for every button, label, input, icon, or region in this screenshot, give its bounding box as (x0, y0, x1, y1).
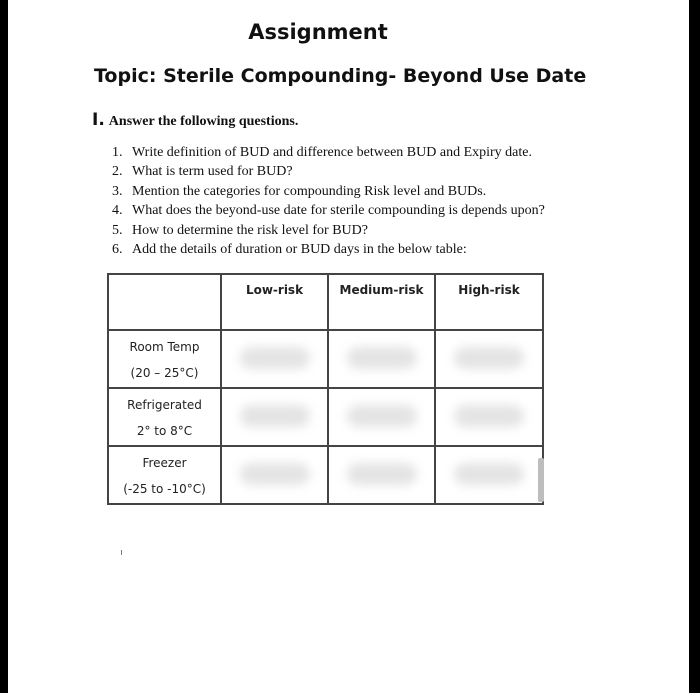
cell-blurred (435, 330, 543, 388)
question-text: Mention the categories for compounding Risk level and BUDs. (132, 183, 487, 199)
row-label-line1: Room Temp (129, 340, 200, 354)
row-label-refrigerated (108, 388, 221, 446)
table-row (108, 388, 543, 446)
cell-blurred (221, 330, 328, 388)
section-heading (92, 110, 298, 130)
row-label-line1: Freezer (142, 456, 187, 470)
row-label-freezer (108, 446, 221, 504)
topic-heading: Topic: Sterile Compounding- Beyond Use Date (94, 65, 587, 87)
blurred-answer (347, 347, 417, 369)
document-page (8, 0, 689, 693)
question-number: 6. (112, 241, 123, 257)
cell-blurred (435, 446, 543, 504)
blurred-answer (454, 405, 524, 427)
question-text: Add the details of duration or BUD days in the below table: (132, 241, 467, 257)
question-item (112, 143, 545, 162)
row-label-line2: (20 – 25°C) (130, 366, 199, 380)
section-heading-text: Answer the following questions. (108, 114, 299, 129)
row-label-room-temp (108, 330, 221, 388)
blurred-answer (347, 463, 417, 485)
question-text: What does the beyond-use date for sterile compounding is depends upon? (132, 203, 545, 219)
blurred-answer (240, 463, 310, 485)
cell-blurred (328, 330, 435, 388)
row-label-line2: (-25 to -10°C) (123, 482, 206, 496)
question-item (112, 221, 545, 240)
header-high-risk: High-risk (435, 274, 543, 330)
cell-blurred (221, 388, 328, 446)
question-item (112, 201, 545, 220)
table-header-row (108, 274, 543, 330)
stray-mark (121, 550, 122, 555)
question-text: How to determine the risk level for BUD? (132, 222, 368, 238)
question-text: What is term used for BUD? (132, 164, 293, 180)
cell-blurred (328, 446, 435, 504)
blurred-answer (454, 463, 524, 485)
blurred-answer (240, 405, 310, 427)
cell-blurred (221, 446, 328, 504)
row-label-line2: 2° to 8°C (136, 424, 193, 438)
header-empty-cell (108, 274, 221, 330)
section-number: I. (92, 110, 105, 130)
document-title: Assignment (248, 20, 388, 44)
table-row (108, 446, 543, 504)
table-row (108, 330, 543, 388)
cell-blurred (328, 388, 435, 446)
blurred-answer (454, 347, 524, 369)
question-item (112, 240, 545, 259)
question-number: 5. (112, 222, 123, 238)
question-number: 1. (112, 145, 123, 160)
scrollbar-thumb[interactable] (538, 458, 544, 502)
header-low-risk: Low-risk (221, 274, 328, 330)
question-number: 2. (112, 164, 123, 180)
question-item (112, 162, 545, 181)
question-text: Write definition of BUD and difference between BUD and Expiry date. (132, 145, 532, 160)
question-item (112, 182, 545, 201)
question-list (112, 143, 545, 259)
question-number: 4. (112, 203, 123, 219)
blurred-answer (347, 405, 417, 427)
blurred-answer (240, 347, 310, 369)
cell-blurred (435, 388, 543, 446)
bud-table (107, 273, 544, 505)
row-label-line1: Refrigerated (127, 398, 202, 412)
header-medium-risk: Medium-risk (328, 274, 435, 330)
question-number: 3. (112, 183, 123, 199)
